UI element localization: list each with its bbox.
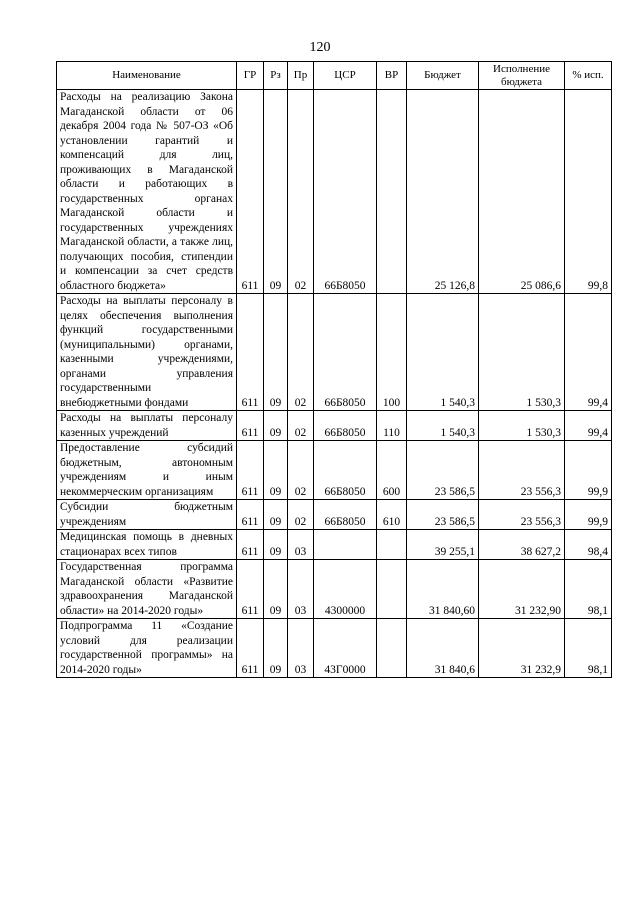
row-execution: 1 530,3 xyxy=(479,411,565,441)
row-vr: 610 xyxy=(377,500,407,530)
table-header xyxy=(57,62,612,90)
row-execution: 31 232,9 xyxy=(479,619,565,678)
row-percent: 99,4 xyxy=(565,294,612,411)
row-percent: 98,1 xyxy=(565,619,612,678)
row-pr: 02 xyxy=(288,90,314,294)
page-number: 120 xyxy=(309,40,331,55)
row-vr: 600 xyxy=(377,441,407,500)
row-rz: 09 xyxy=(264,90,288,294)
row-name: Субсидии бюджетным учреждениям xyxy=(57,500,237,530)
table-row xyxy=(57,500,612,530)
row-budget: 39 255,1 xyxy=(407,530,479,560)
row-execution: 31 232,90 xyxy=(479,560,565,619)
table-row xyxy=(57,411,612,441)
row-vr xyxy=(377,560,407,619)
row-gr: 611 xyxy=(237,441,264,500)
table-row xyxy=(57,441,612,500)
row-vr xyxy=(377,530,407,560)
row-csr: 66Б8050 xyxy=(314,411,377,441)
header-vr: ВР xyxy=(377,62,407,90)
row-budget: 23 586,5 xyxy=(407,500,479,530)
row-name: Медицинская помощь в дневных стационарах всех типов xyxy=(57,530,237,560)
row-name: Расходы на выплаты персоналу казенных учреждений xyxy=(57,411,237,441)
row-gr: 611 xyxy=(237,500,264,530)
budget-table xyxy=(56,61,612,678)
row-percent: 98,4 xyxy=(565,530,612,560)
table-row xyxy=(57,90,612,294)
header-pr: Пр xyxy=(288,62,314,90)
table-row xyxy=(57,530,612,560)
row-execution: 25 086,6 xyxy=(479,90,565,294)
row-gr: 611 xyxy=(237,560,264,619)
row-rz: 09 xyxy=(264,294,288,411)
row-csr: 66Б8050 xyxy=(314,441,377,500)
table-row xyxy=(57,294,612,411)
row-pr: 02 xyxy=(288,294,314,411)
row-gr: 611 xyxy=(237,294,264,411)
row-vr: 100 xyxy=(377,294,407,411)
row-csr: 66Б8050 xyxy=(314,500,377,530)
header-rz: Рз xyxy=(264,62,288,90)
header-gr: ГР xyxy=(237,62,264,90)
row-budget: 23 586,5 xyxy=(407,441,479,500)
row-gr: 611 xyxy=(237,619,264,678)
row-csr: 66Б8050 xyxy=(314,90,377,294)
row-percent: 99,8 xyxy=(565,90,612,294)
row-csr xyxy=(314,530,377,560)
row-pr: 03 xyxy=(288,560,314,619)
row-percent: 99,9 xyxy=(565,500,612,530)
row-name: Подпрограмма 11 «Создание условий для реализации государственной программы» на 2014-2020 годы» xyxy=(57,619,237,678)
row-rz: 09 xyxy=(264,441,288,500)
header-execution: Исполнение бюджета xyxy=(479,62,565,90)
row-pr: 03 xyxy=(288,530,314,560)
row-percent: 99,4 xyxy=(565,411,612,441)
row-pr: 03 xyxy=(288,619,314,678)
header-percent: % исп. xyxy=(565,62,612,90)
row-rz: 09 xyxy=(264,500,288,530)
row-budget: 31 840,6 xyxy=(407,619,479,678)
row-execution: 38 627,2 xyxy=(479,530,565,560)
row-pr: 02 xyxy=(288,411,314,441)
row-vr: 110 xyxy=(377,411,407,441)
row-gr: 611 xyxy=(237,411,264,441)
row-name: Предоставление субсидий бюджетным, автономным учреждениям и иным некоммерческим организациям xyxy=(57,441,237,500)
header-csr: ЦСР xyxy=(314,62,377,90)
header-name: Наименование xyxy=(57,62,237,90)
row-budget: 31 840,60 xyxy=(407,560,479,619)
header-budget: Бюджет xyxy=(407,62,479,90)
row-gr: 611 xyxy=(237,90,264,294)
row-percent: 99,9 xyxy=(565,441,612,500)
row-execution: 1 530,3 xyxy=(479,294,565,411)
row-pr: 02 xyxy=(288,441,314,500)
table-row xyxy=(57,560,612,619)
table-row xyxy=(57,619,612,678)
row-rz: 09 xyxy=(264,530,288,560)
row-vr xyxy=(377,619,407,678)
row-pr: 02 xyxy=(288,500,314,530)
row-rz: 09 xyxy=(264,560,288,619)
row-budget: 25 126,8 xyxy=(407,90,479,294)
row-csr: 66Б8050 xyxy=(314,294,377,411)
row-rz: 09 xyxy=(264,619,288,678)
row-percent: 98,1 xyxy=(565,560,612,619)
row-execution: 23 556,3 xyxy=(479,441,565,500)
row-budget: 1 540,3 xyxy=(407,411,479,441)
row-rz: 09 xyxy=(264,411,288,441)
row-budget: 1 540,3 xyxy=(407,294,479,411)
row-csr: 43Г0000 xyxy=(314,619,377,678)
row-name: Государственная программа Магаданской области «Развитие здравоохранения Магаданской области» на 2014-2020 годы» xyxy=(57,560,237,619)
row-name: Расходы на реализацию Закона Магаданской области от 06 декабря 2004 года № 507-ОЗ «Об установлении гарантий и компенсаций для лиц, проживающих в Магаданской области и работающих в государственных органах Магаданской области и государственных учреждениях Магаданской области, а также лиц, получающих пособия, стипендии и компенсации за счет средств областного бюджета» xyxy=(57,90,237,294)
row-vr xyxy=(377,90,407,294)
row-csr: 4300000 xyxy=(314,560,377,619)
row-name: Расходы на выплаты персоналу в целях обеспечения выполнения функций государственными (муниципальными) органами, казенными учреждениями, органами управления государственными внебюджетными фондами xyxy=(57,294,237,411)
row-gr: 611 xyxy=(237,530,264,560)
row-execution: 23 556,3 xyxy=(479,500,565,530)
